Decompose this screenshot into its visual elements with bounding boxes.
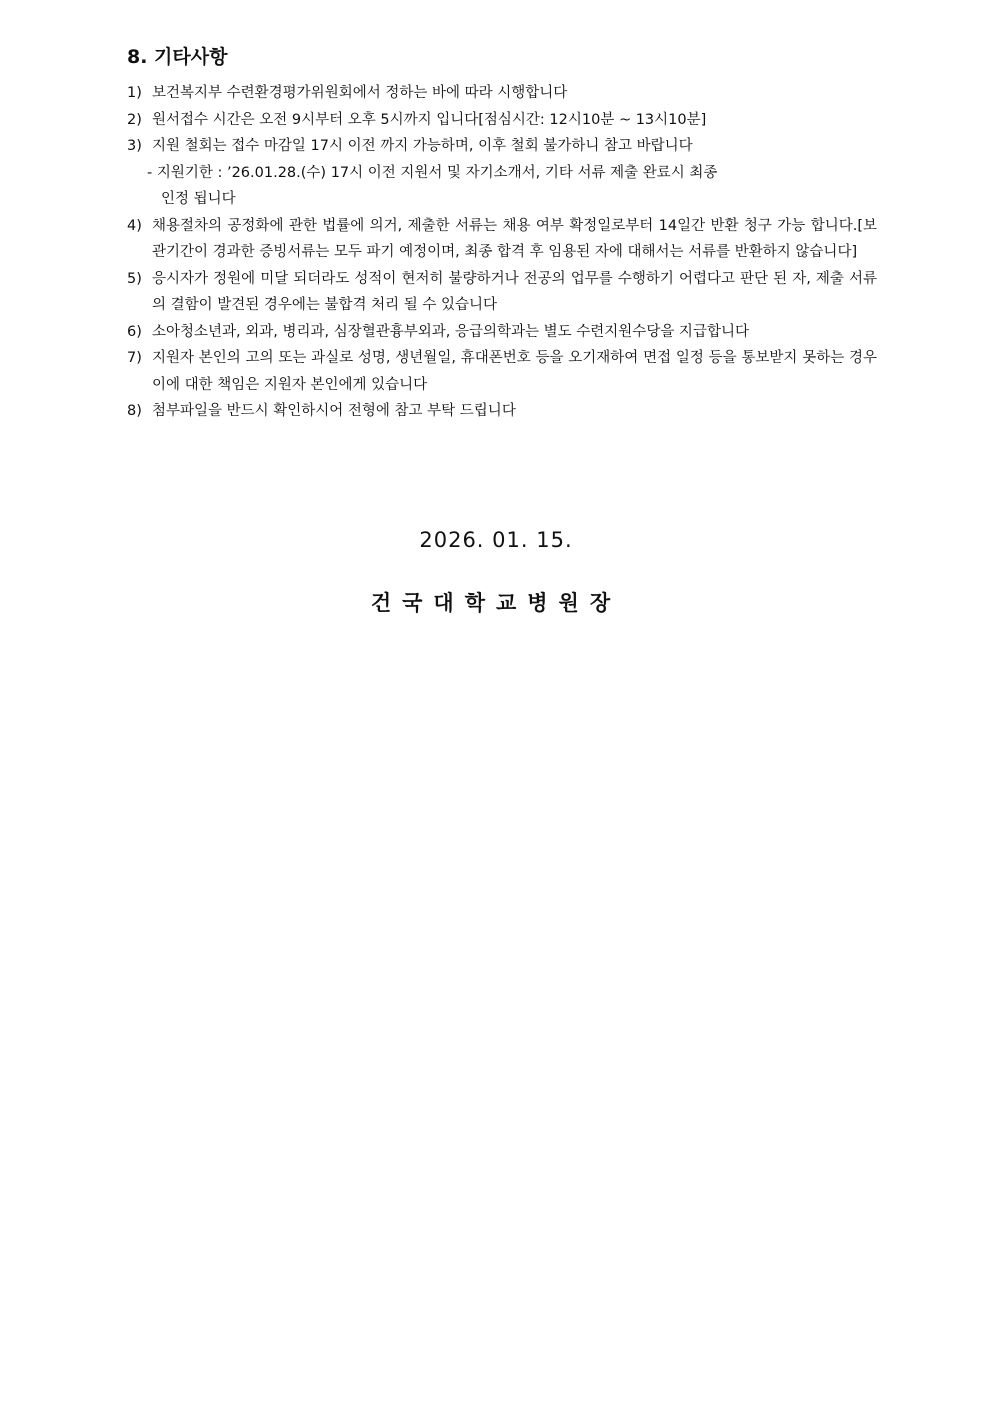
list-item [127, 398, 877, 425]
item-number: 2) [127, 111, 142, 128]
list-item [127, 213, 877, 266]
item-text: 지원자 본인의 고의 또는 과실로 성명, 생년월일, 휴대폰번호 등을 오기재하여 면접 일정 등을 통보받지 못하는 경우 이에 대한 책임은 지원자 본인에게 있습니다 [152, 350, 877, 393]
item-number: 6) [127, 323, 142, 340]
section-title: 8. 기타사항 [127, 46, 228, 68]
list-item [127, 107, 877, 134]
item-text: 보건복지부 수련환경평가위원회에서 정하는 바에 따라 시행합니다 [152, 85, 568, 101]
item-number: 4) [127, 217, 142, 234]
item-text: 채용절차의 공정화에 관한 법률에 의거, 제출한 서류는 채용 여부 확정일로부터 14일간 반환 청구 가능 합니다.[보관기간이 경과한 증빙서류는 모두 파기 예정이며, 최종 합격 후 임용된 자에 대해서는 서류를 반환하지 않습니다] [152, 217, 877, 260]
list-item [127, 266, 877, 319]
item-number: 7) [127, 350, 142, 366]
list-item [127, 80, 877, 107]
item-text: 응시자가 정원에 미달 되더라도 성적이 현저히 불량하거나 전공의 업무를 수행하기 어렵다고 판단 된 자, 제출 서류의 결함이 발견된 경우에는 불합격 처리 될 수 있습니다 [152, 270, 877, 313]
item-text: 지원 철회는 접수 마감일 17시 이전 까지 가능하며, 이후 철회 불가하니 참고 바랍니다 [152, 138, 693, 154]
list-item [127, 133, 877, 213]
item-text: 원서접수 시간은 오전 9시부터 오후 5시까지 입니다[점심시간: 12시10분 ~ 13시10분] [152, 111, 707, 128]
deadline-line-cont: 인정 됩니다 [161, 191, 236, 207]
item-number: 1) [127, 85, 142, 101]
item-number: 5) [127, 270, 142, 287]
item-number: 3) [127, 138, 142, 154]
item-text: 첨부파일을 반드시 확인하시어 전형에 참고 부탁 드립니다 [152, 403, 516, 419]
notice-content [127, 42, 877, 425]
list-item [127, 345, 877, 398]
list-item [127, 319, 877, 346]
items-list [127, 80, 877, 425]
document-date: 2026. 01. 15. [419, 528, 573, 552]
item-text: 소아청소년과, 외과, 병리과, 심장혈관흉부외과, 응급의학과는 별도 수련지원수당을 지급합니다 [152, 323, 749, 340]
item-number: 8) [127, 403, 142, 419]
deadline-line: - 지원기한 : ’26.01.28.(수) 17시 이전 지원서 및 자기소개서, 기타 서류 제출 완료시 최종 [147, 164, 718, 181]
issuer-signature: 건국대학교병원장 [370, 591, 622, 615]
